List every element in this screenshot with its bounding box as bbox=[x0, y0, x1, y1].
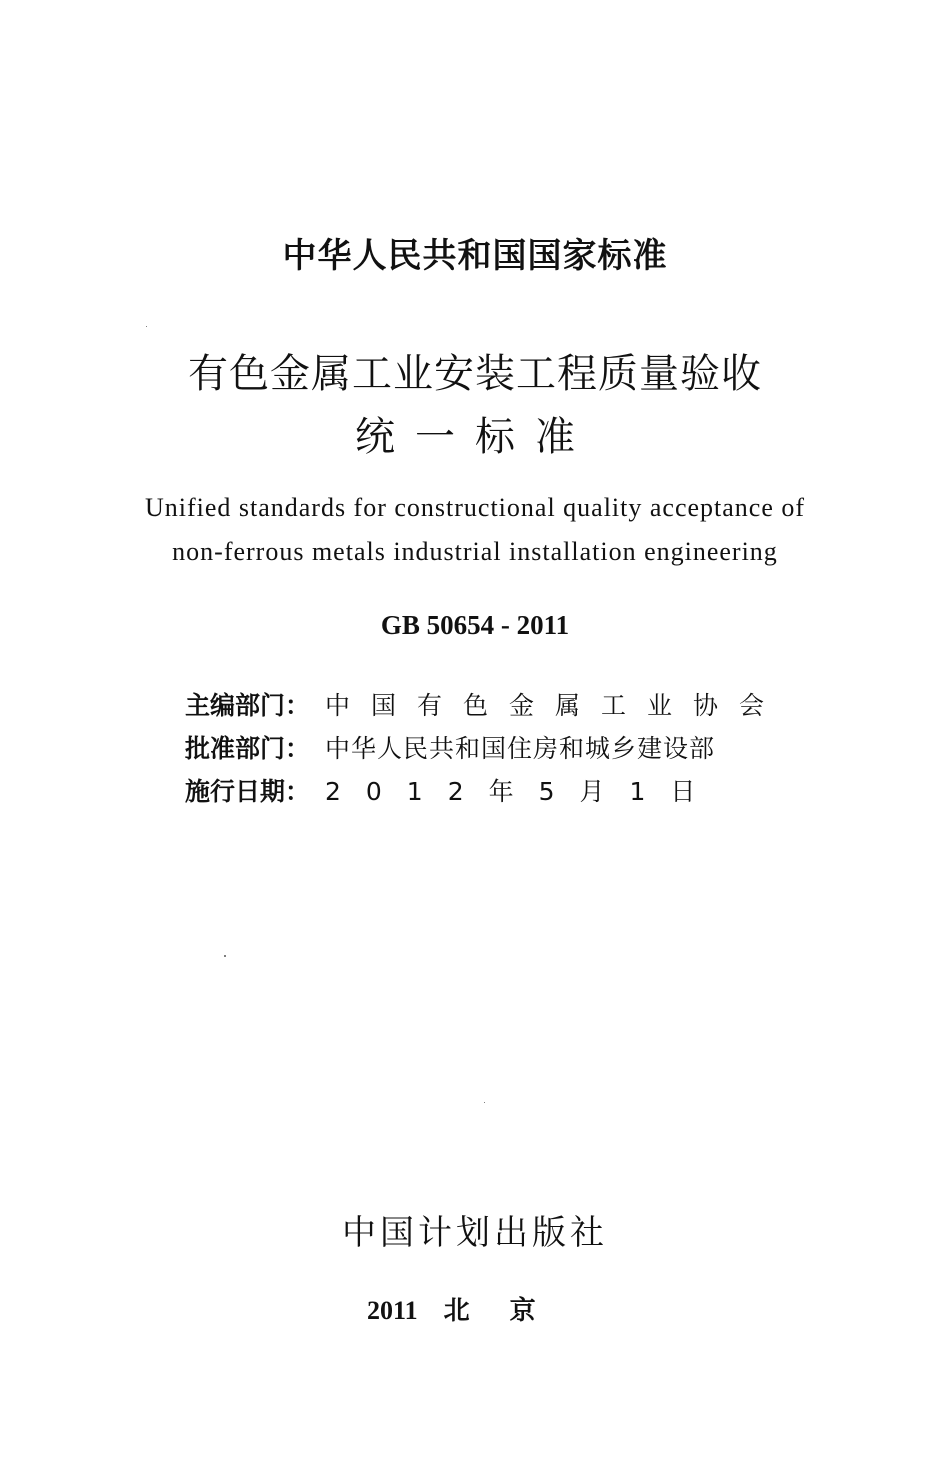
standard-code: GB 50654 - 2011 bbox=[380, 610, 570, 640]
title-english-line-2: non-ferrous metals industrial installation engineering bbox=[172, 537, 778, 566]
publisher-name: 中国计划出版社 bbox=[342, 1213, 608, 1253]
title-english-line-1: Unified standards for constructional quality acceptance of bbox=[144, 493, 806, 522]
national-standard-heading: 中华人民共和国国家标准 bbox=[282, 236, 668, 276]
title-chinese-line-2: 统一标准 bbox=[355, 414, 595, 460]
publication-year: 2011 bbox=[367, 1296, 418, 1325]
editor-label: 主编部门： bbox=[185, 691, 311, 720]
publication-city: 北京 bbox=[443, 1296, 576, 1326]
approver-row bbox=[185, 729, 715, 765]
effective-date-value: 2012年5月1日 bbox=[325, 777, 721, 806]
approver-value: 中华人民共和国住房和城乡建设部 bbox=[325, 734, 716, 763]
editor-value: 中国有色金属工业协会 bbox=[325, 691, 786, 720]
title-chinese-line-1: 有色金属工业安装工程质量验收 bbox=[188, 351, 762, 397]
effective-date-row bbox=[185, 772, 720, 808]
approver-label: 批准部门： bbox=[185, 734, 311, 763]
scan-speck bbox=[224, 955, 226, 957]
scan-speck bbox=[146, 326, 147, 327]
effective-date-label: 施行日期： bbox=[185, 777, 311, 806]
scan-speck bbox=[484, 1102, 485, 1103]
publication-year-city bbox=[367, 1290, 576, 1327]
editor-row bbox=[185, 686, 785, 722]
